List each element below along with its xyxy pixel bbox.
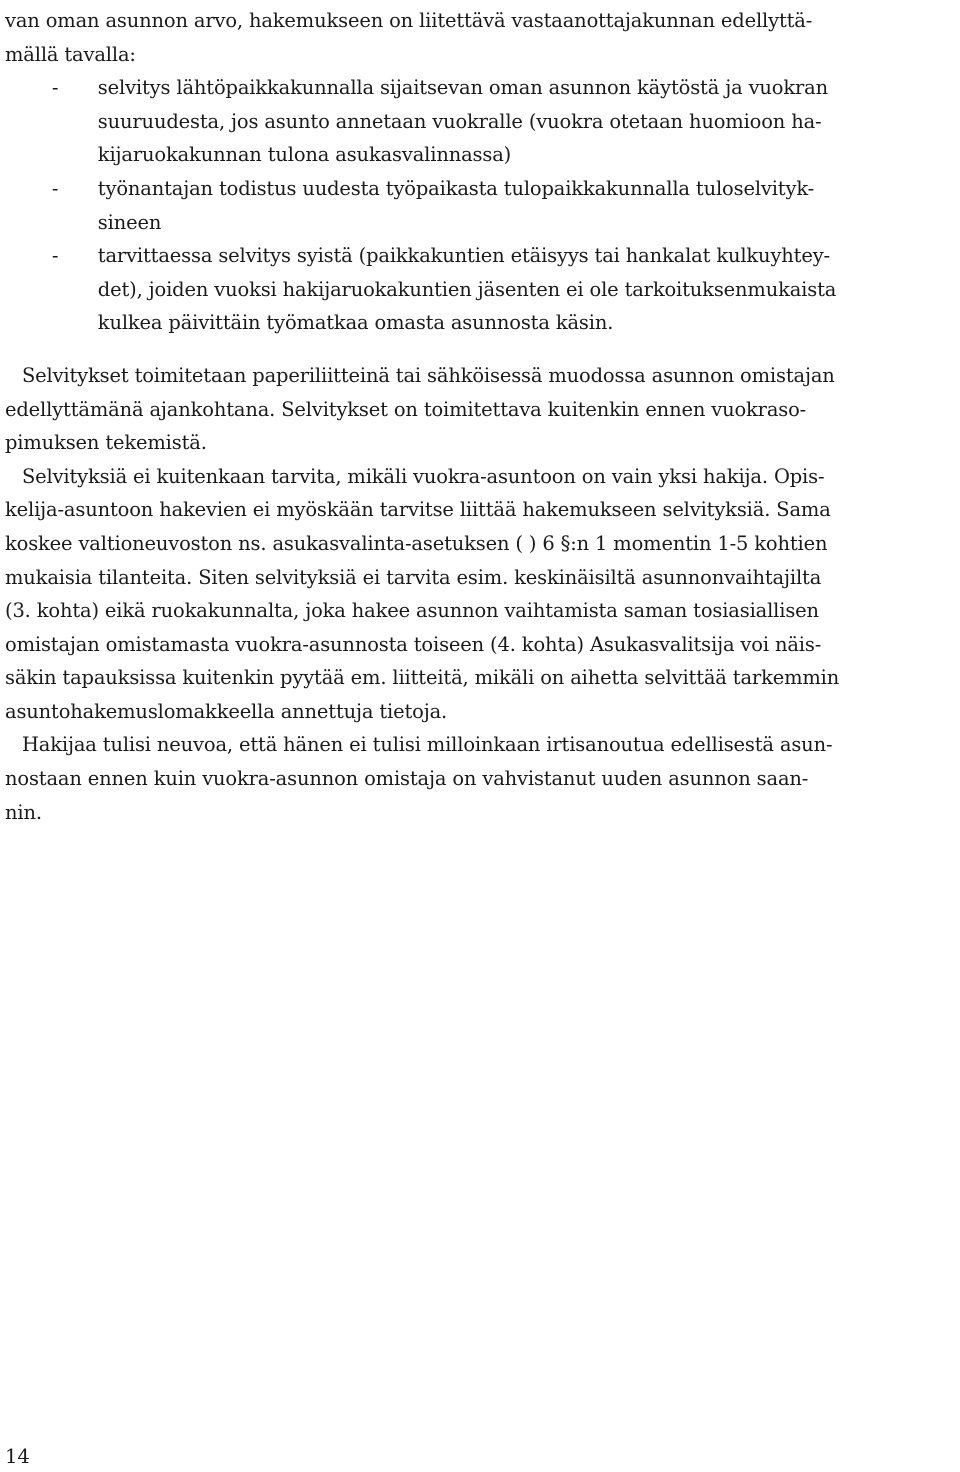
requirements-list xyxy=(5,71,957,340)
list-dash: - xyxy=(51,176,59,200)
paragraph-submission xyxy=(5,359,957,460)
paragraph-advice xyxy=(5,728,957,829)
text-line: säkin tapauksissa kuitenkin pyytää em. liitteitä, mikäli on aihetta selvittää tarkemmin xyxy=(5,666,840,690)
text-line: Selvityksiä ei kuitenkaan tarvita, mikäli vuokra-asuntoon on vain yksi hakija. Opis- xyxy=(21,464,825,488)
list-item-continuation: suuruudesta, jos asunto annetaan vuokralle (vuokra otetaan huomioon ha- xyxy=(97,109,822,133)
list-item xyxy=(5,71,957,172)
list-item xyxy=(5,172,957,239)
text-line: mukaisia tilanteita. Siten selvityksiä ei tarvita esim. keskinäisiltä asunnonvaihtajilta xyxy=(5,565,822,589)
text-line: Selvitykset toimitetaan paperiliitteinä tai sähköisessä muodossa asunnon omistajan xyxy=(21,363,835,387)
text-line: edellyttämänä ajankohtana. Selvitykset on toimitettava kuitenkin ennen vuokraso- xyxy=(5,397,807,421)
list-item-text: tarvittaessa selvitys syistä (paikkakuntien etäisyys tai hankalat kulkuyhtey- xyxy=(97,244,830,268)
text-line: mällä tavalla: xyxy=(5,42,136,66)
list-dash: - xyxy=(51,244,59,268)
list-item-continuation: kulkea päivittäin työmatkaa omasta asunnosta käsin. xyxy=(97,311,614,335)
text-line: koskee valtioneuvoston ns. asukasvalinta-asetuksen ( ) 6 §:n 1 momentin 1-5 kohtien xyxy=(5,531,828,555)
list-item-text: työnantajan todistus uudesta työpaikasta tulopaikkakunnalla tuloselvityk- xyxy=(97,176,815,200)
text-line: pimuksen tekemistä. xyxy=(5,431,207,455)
list-item xyxy=(5,239,957,340)
text-line: nostaan ennen kuin vuokra-asunnon omistaja on vahvistanut uuden asunnon saan- xyxy=(5,767,809,791)
text-line: kelija-asuntoon hakevien ei myöskään tarvitse liittää hakemukseen selvityksiä. Sama xyxy=(5,498,831,522)
text-line: omistajan omistamasta vuokra-asunnosta toiseen (4. kohta) Asukasvalitsija voi näis- xyxy=(5,632,822,656)
intro-paragraph xyxy=(5,4,957,71)
list-item-continuation: kijaruokakunnan tulona asukasvalinnassa) xyxy=(97,143,512,167)
paragraph-gap xyxy=(5,340,957,359)
list-item-text: selvitys lähtöpaikkakunnalla sijaitsevan oman asunnon käytöstä ja vuokran xyxy=(97,76,829,100)
text-line: (3. kohta) eikä ruokakunnalta, joka hakee asunnon vaihtamista saman tosiasiallisen xyxy=(5,599,819,623)
text-line: asuntohakemuslomakkeella annettuja tietoja. xyxy=(5,699,448,723)
text-line: van oman asunnon arvo, hakemukseen on liitettävä vastaanottajakunnan edellyttä- xyxy=(5,9,813,32)
text-line: nin. xyxy=(5,800,42,824)
text-line: Hakijaa tulisi neuvoa, että hänen ei tulisi milloinkaan irtisanoutua edellisestä asun- xyxy=(21,733,833,757)
list-item-first-line xyxy=(5,71,955,105)
page-number: 14 xyxy=(5,1445,30,1468)
paragraph-exceptions xyxy=(5,460,957,729)
list-item-first-line xyxy=(5,172,955,206)
list-item-continuation: det), joiden vuoksi hakijaruokakuntien jäsenten ei ole tarkoituksenmukaista xyxy=(97,277,837,301)
document-body xyxy=(5,4,957,829)
list-item-continuation: sineen xyxy=(97,210,162,234)
list-dash: - xyxy=(51,76,59,100)
list-item-first-line xyxy=(5,239,955,273)
